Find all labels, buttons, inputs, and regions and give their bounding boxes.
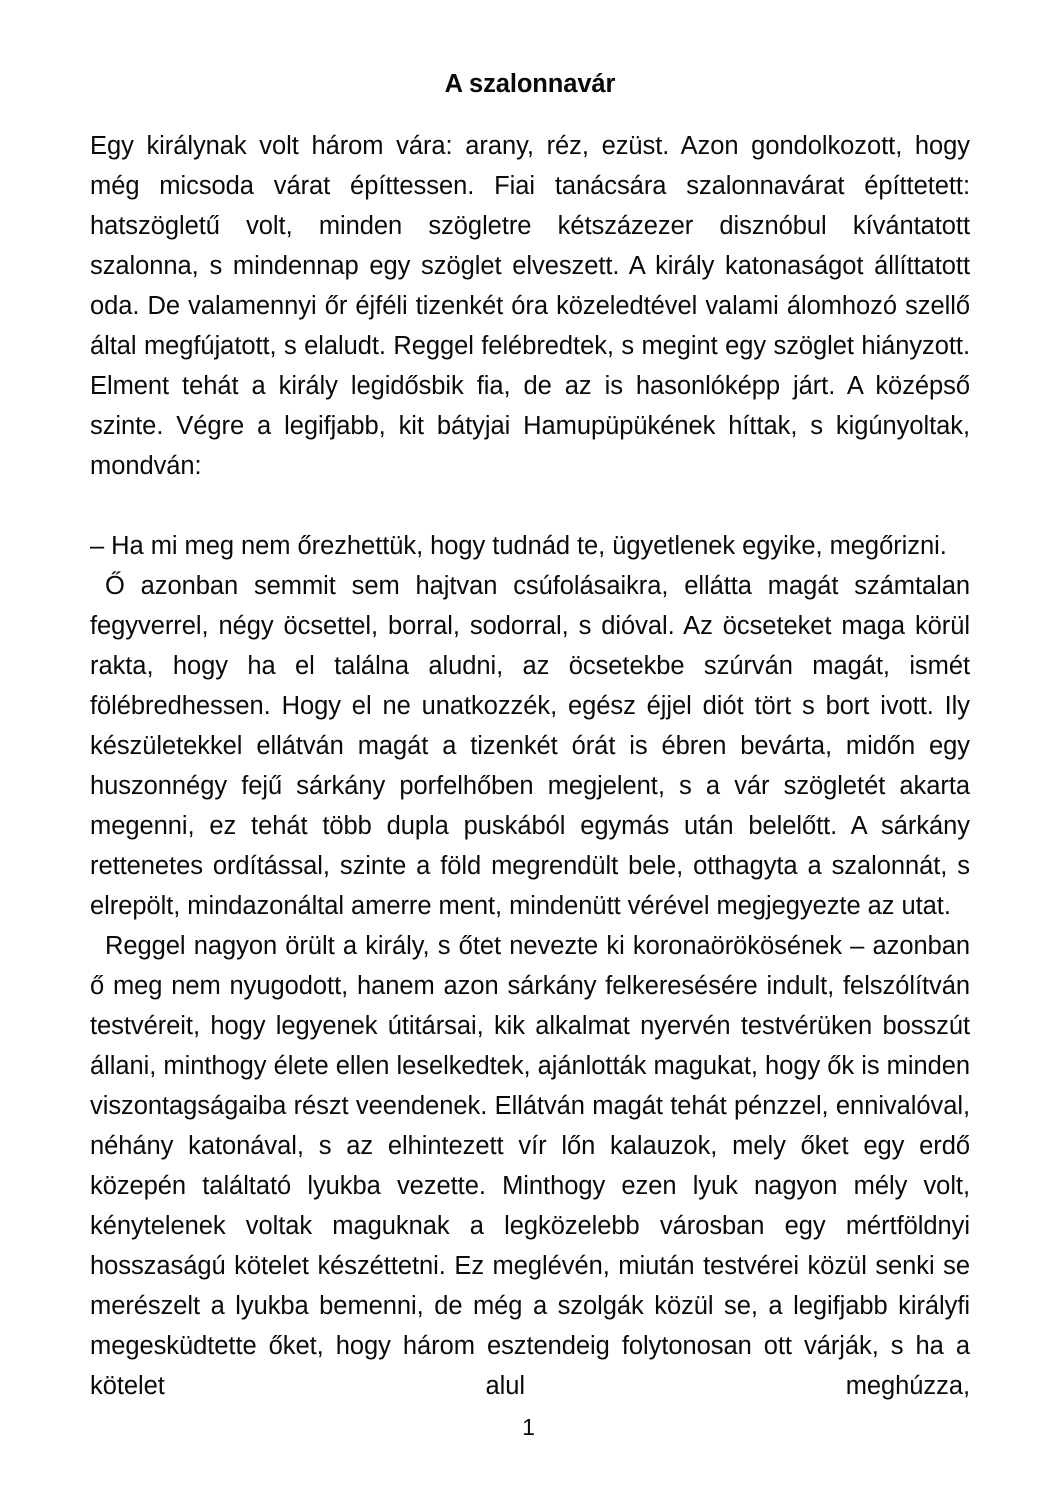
paragraph-opening: Egy királynak volt három vára: arany, réz, ezüst. Azon gondolkozott, hogy még micsoda várat építtessen. Fiai tanácsára szalonnavárat építtetett: hatszögletű volt, minden szögletre kétszázezer disznóbul kívántatott szalonna, s mindennap egy szöglet elveszett. A király katonaságot állíttatott oda. De valamennyi őr éjféli tizenkét óra közeledtével valami álomhozó szellő által megfújatott, s elaludt. Reggel felébredtek, s megint egy szöglet hiányzott. Elment tehát a király legidősbik fia, de az is hasonlóképp járt. A középső szinte. Végre a legifjabb, kit bátyjai Hamupüpükének híttak, s kigúnyoltak, mondván: xyxy=(90,131,970,480)
page-number: 1 xyxy=(522,1414,535,1440)
body-text xyxy=(90,126,970,1446)
page-content xyxy=(90,0,970,1446)
paragraph-dialogue: – Ha mi meg nem őrezhettük, hogy tudnád te, ügyetlenek egyike, megőrizni. xyxy=(90,531,947,560)
page-title: A szalonnavár xyxy=(444,70,616,98)
paragraph-quest: Reggel nagyon örült a király, s őtet nevezte ki koronaörökösének – azonban ő meg nem nyugodott, hanem azon sárkány felkeresésére indult, felszólítván testvéreit, hogy legyenek útitársai, kik alkalmat nyervén testvérüken bosszút állani, minthogy élete ellen leselkedtek, ajánlották magukat, hogy ők is minden viszontagságaiba részt veendenek. Ellátván magát tehát pénzzel, ennivalóval, néhány katonával, s az elhintezett vír lőn kalauzok, mely őket egy erdő közepén találtató lyukba vezette. Minthogy ezen lyuk nagyon mély volt, kénytelenek voltak maguknak a legközelebb városban egy mértföldnyi hosszaságú kötelet készéttetni. Ez meglévén, miután testvérei közül senki se merészelt a lyukba bemenni, de még a szolgák közül se, a legifjabb királyfi megesküdtette őket, hogy három esztendeig folytonosan ott várják, s ha a kötelet alul meghúzza, xyxy=(90,931,970,1400)
paragraph-preparation: Ő azonban semmit sem hajtvan csúfolásaikra, ellátta magát számtalan fegyverrel, négy öcsettel, borral, sodorral, s dióval. Az öcseteket maga körül rakta, hogy ha el találna aludni, az öcsetekbe szúrván magát, ismét fölébredhessen. Hogy el ne unatkozzék, egész éjjel diót tört s bort ivott. Ily készületekkel ellátván magát a tizenkét órát is ébren bevárta, midőn egy huszonnégy fejű sárkány porfelhőben megjelent, s a vár szögletét akarta megenni, ez tehát több dupla puskából egymás után belelőtt. A sárkány rettenetes ordítással, szinte a föld megrendült bele, otthagyta a szalonnát, s elrepölt, mindazonáltal amerre ment, mindenütt vérével megjegyezte az utat. xyxy=(90,571,970,920)
